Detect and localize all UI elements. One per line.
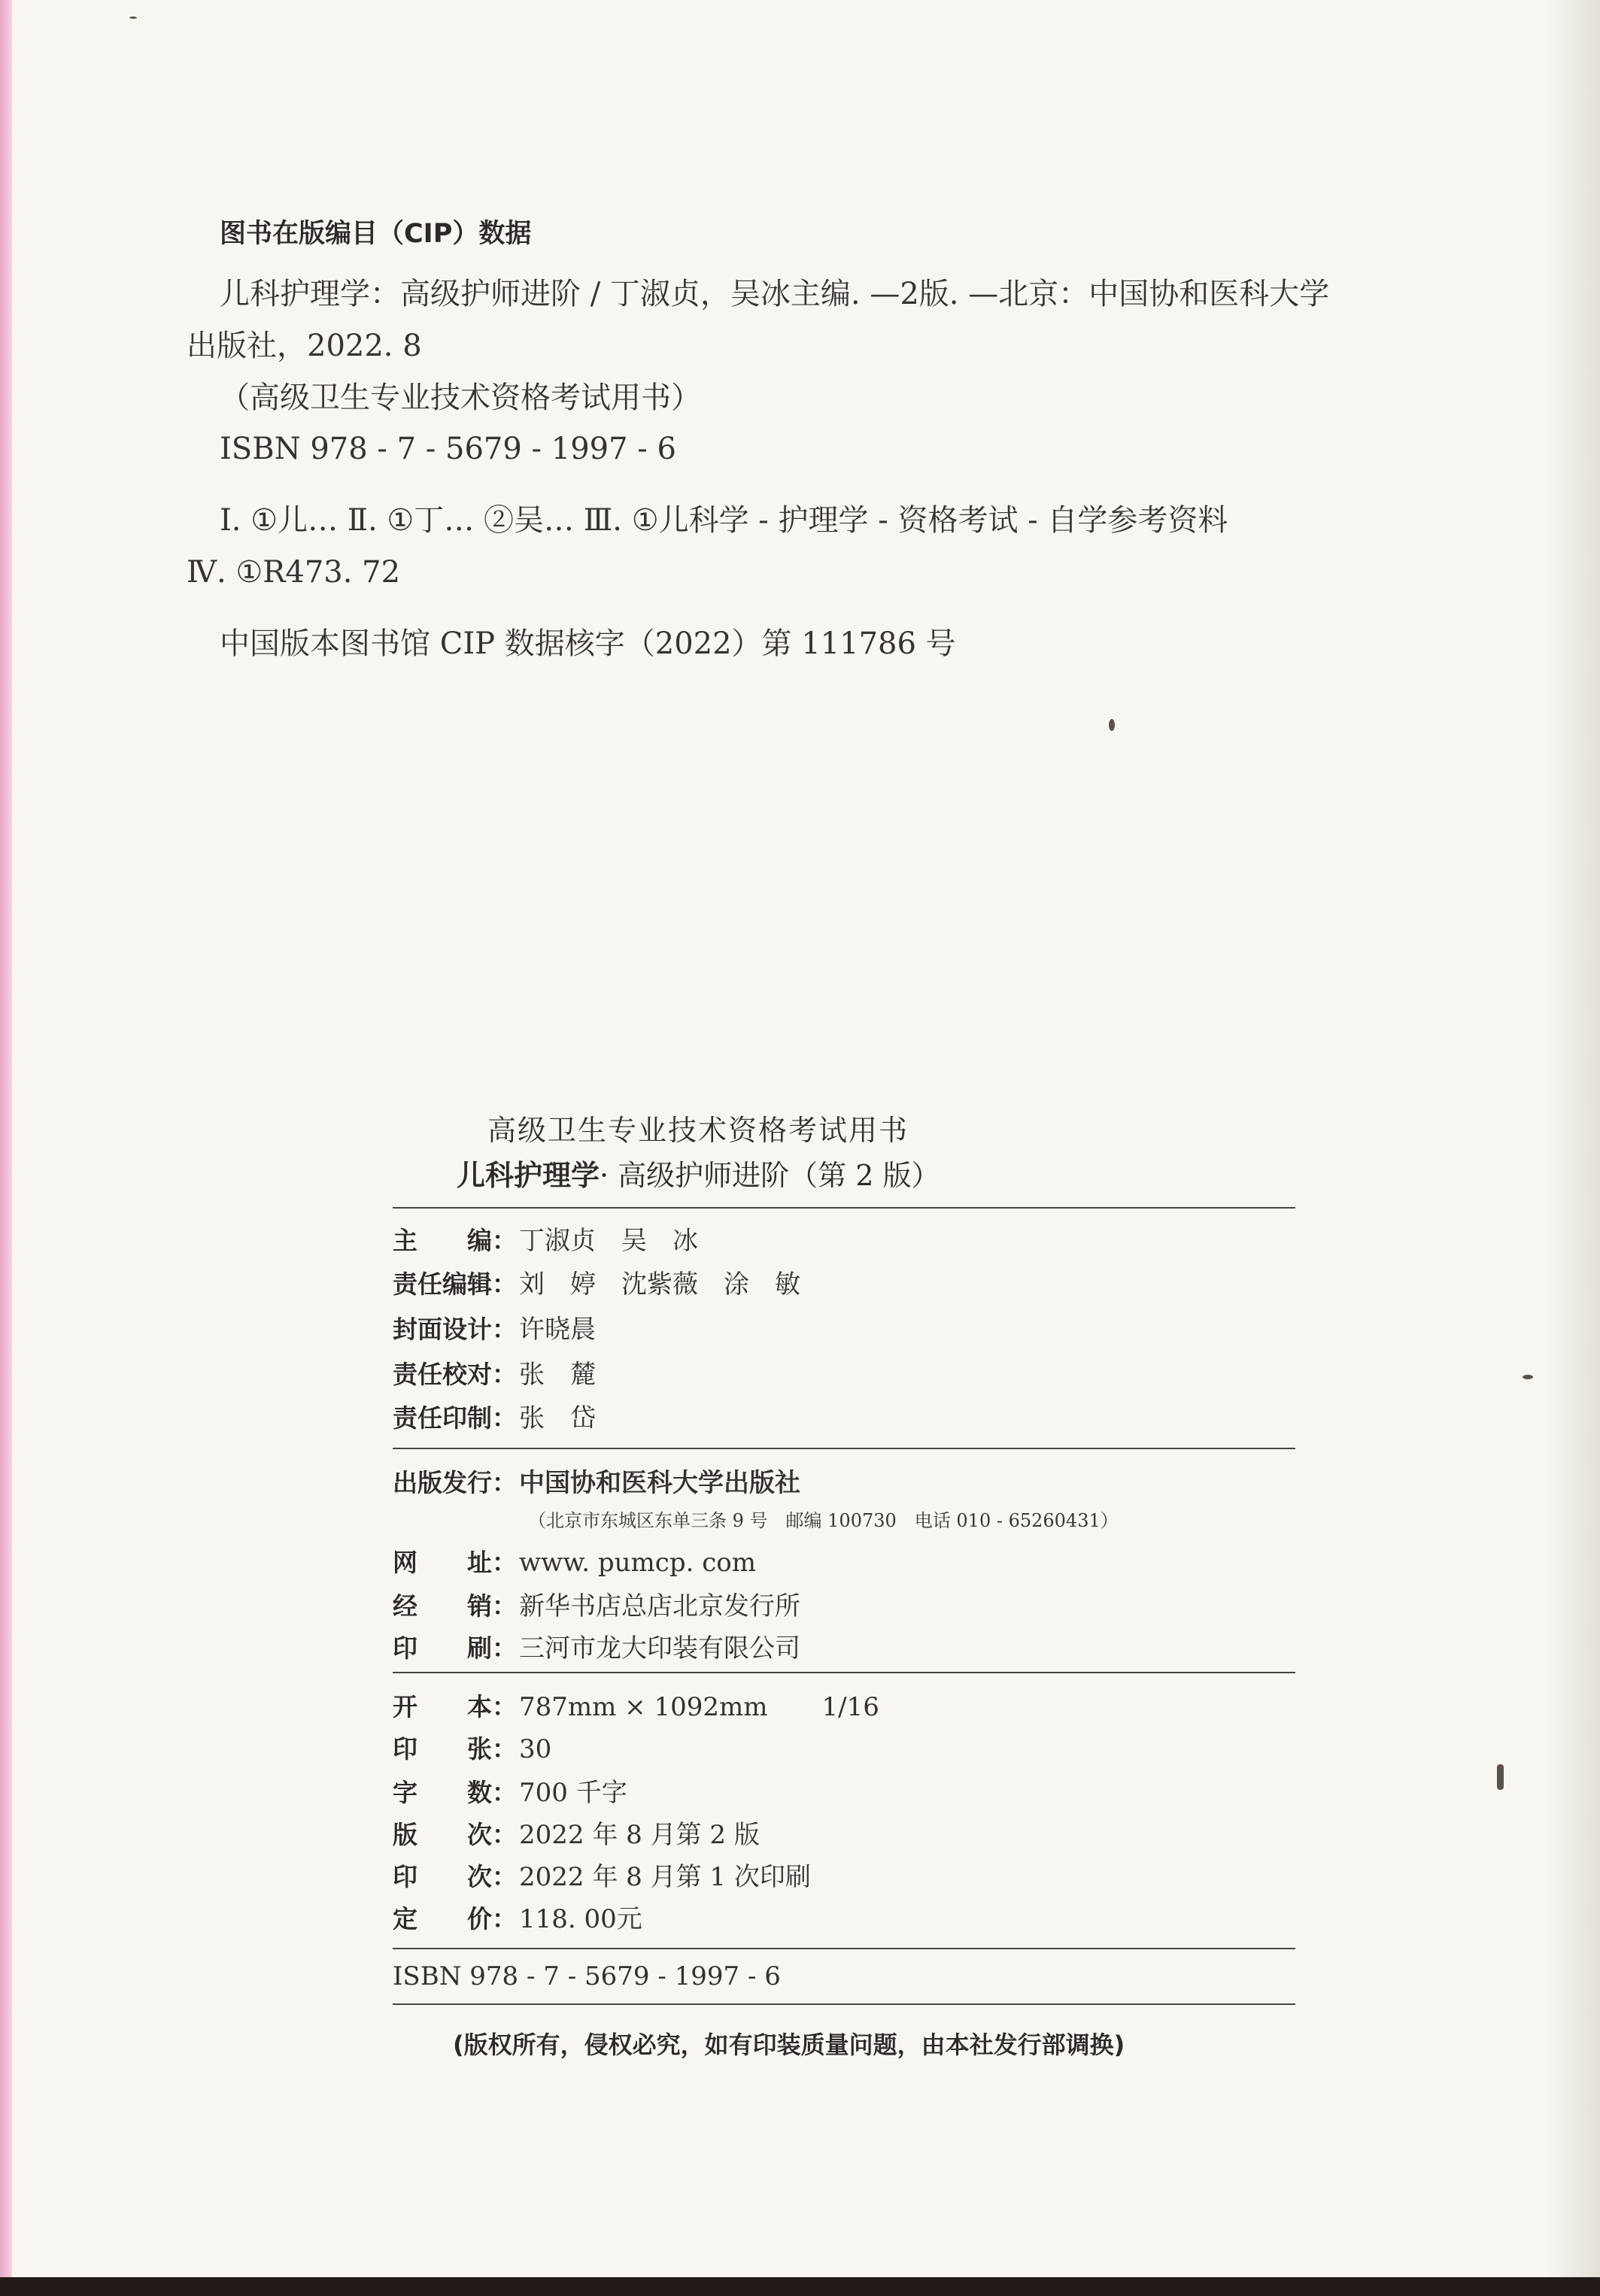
divider <box>393 1448 1295 1449</box>
responsible-editors-label: 责任编辑： <box>393 1269 517 1299</box>
page-edge-left <box>0 0 12 2277</box>
editor-value: 丁淑贞 吴 冰 <box>519 1226 698 1256</box>
printer-label: 印 刷： <box>393 1633 517 1663</box>
distributor-value: 新华书店总店北京发行所 <box>519 1591 800 1621</box>
publisher-row <box>393 1462 800 1497</box>
proofreading-value: 张 麓 <box>519 1360 596 1390</box>
edition-value: 2022 年 8 月第 2 版 <box>519 1820 760 1850</box>
page-edge-right <box>1547 0 1600 2277</box>
edition-label: 版 次： <box>393 1820 517 1849</box>
cip-line-record-number: 中国版本图书馆 CIP 数据核字（2022）第 111786 号 <box>220 626 956 661</box>
printer-row <box>393 1627 800 1662</box>
publisher-value: 中国协和医科大学出版社 <box>519 1468 800 1498</box>
book-title <box>457 1152 940 1193</box>
proofreading-row <box>393 1354 596 1388</box>
publisher-label: 出版发行： <box>393 1468 517 1497</box>
editor-row <box>393 1220 698 1254</box>
printing-responsible-value: 张 岱 <box>519 1403 596 1433</box>
price-label: 定 价： <box>393 1904 517 1934</box>
price-row <box>393 1898 642 1933</box>
responsible-editors-value: 刘 婷 沈紫薇 涂 敏 <box>519 1269 800 1300</box>
cover-design-value: 许晓晨 <box>519 1315 596 1345</box>
isbn-number: ISBN 978 - 7 - 5679 - 1997 - 6 <box>393 1961 781 1991</box>
paper-speck <box>1497 1764 1504 1790</box>
impression-row <box>393 1856 811 1891</box>
edition-row <box>393 1814 760 1849</box>
word-count-row <box>393 1772 627 1806</box>
impression-label: 印 次： <box>393 1862 517 1891</box>
divider <box>393 1672 1295 1673</box>
cip-line-series: （高级卫生专业技术资格考试用书） <box>220 381 701 415</box>
website-row <box>393 1543 756 1578</box>
impression-value: 2022 年 8 月第 1 次印刷 <box>519 1862 811 1892</box>
word-count-label: 字 数： <box>393 1778 517 1807</box>
editor-label: 主 编： <box>393 1226 517 1255</box>
cip-line-title: 儿科护理学：高级护师进阶 / 丁淑贞，吴冰主编. —2版. —北京：中国协和医科大学 <box>220 277 1330 311</box>
scan-bottom-edge <box>0 2277 1600 2296</box>
cip-line-classification-number: Ⅳ. ①R473. 72 <box>187 555 401 590</box>
distributor-row <box>393 1585 800 1620</box>
word-count-value: 700 千字 <box>519 1778 627 1808</box>
format-value: 787mm × 1092mm <box>519 1692 768 1722</box>
printing-responsible-label: 责任印制： <box>393 1403 517 1433</box>
divider <box>393 1948 1295 1949</box>
website-value: www. pumcp. com <box>519 1548 756 1578</box>
publisher-address: （北京市东城区东单三条 9 号 邮编 100730 电话 010 - 65260431） <box>528 1510 1119 1531</box>
distributor-label: 经 销： <box>393 1591 517 1621</box>
series-title: 高级卫生专业技术资格考试用书 <box>487 1114 909 1147</box>
format-row <box>393 1688 879 1722</box>
book-title-subtitle: · 高级护师进阶（第 2 版） <box>600 1159 940 1192</box>
cover-design-label: 封面设计： <box>393 1315 517 1344</box>
website-label: 网 址： <box>393 1548 517 1577</box>
book-title-main: 儿科护理学 <box>457 1159 600 1192</box>
divider <box>393 2003 1295 2005</box>
cip-heading: 图书在版编目（CIP）数据 <box>220 219 532 249</box>
paper-speck <box>1523 1375 1533 1379</box>
printing-responsible-row <box>393 1397 596 1432</box>
sheets-value: 30 <box>519 1734 552 1764</box>
sheets-label: 印 张： <box>393 1734 517 1764</box>
sheets-row <box>393 1730 551 1764</box>
cip-line-classification: Ⅰ. ①儿… Ⅱ. ①丁… ②吴… Ⅲ. ①儿科学 - 护理学 - 资格考试 - 自学参考资料 <box>220 503 1228 538</box>
copyright-notice: (版权所有，侵权必究，如有印装质量问题，由本社发行部调换) <box>453 2031 1125 2059</box>
printer-value: 三河市龙大印装有限公司 <box>519 1633 800 1664</box>
responsible-editors-row <box>393 1263 800 1298</box>
cip-line-publisher: 出版社，2022. 8 <box>187 329 422 363</box>
proofreading-label: 责任校对： <box>393 1360 517 1389</box>
format-fold: 1/16 <box>821 1692 879 1722</box>
paper-speck <box>129 17 137 19</box>
format-label: 开 本： <box>393 1692 517 1721</box>
cover-design-row <box>393 1309 596 1343</box>
cip-line-isbn: ISBN 978 - 7 - 5679 - 1997 - 6 <box>220 432 676 466</box>
paper-speck <box>1109 719 1115 731</box>
divider <box>393 1207 1295 1209</box>
price-value: 118. 00元 <box>519 1904 642 1934</box>
